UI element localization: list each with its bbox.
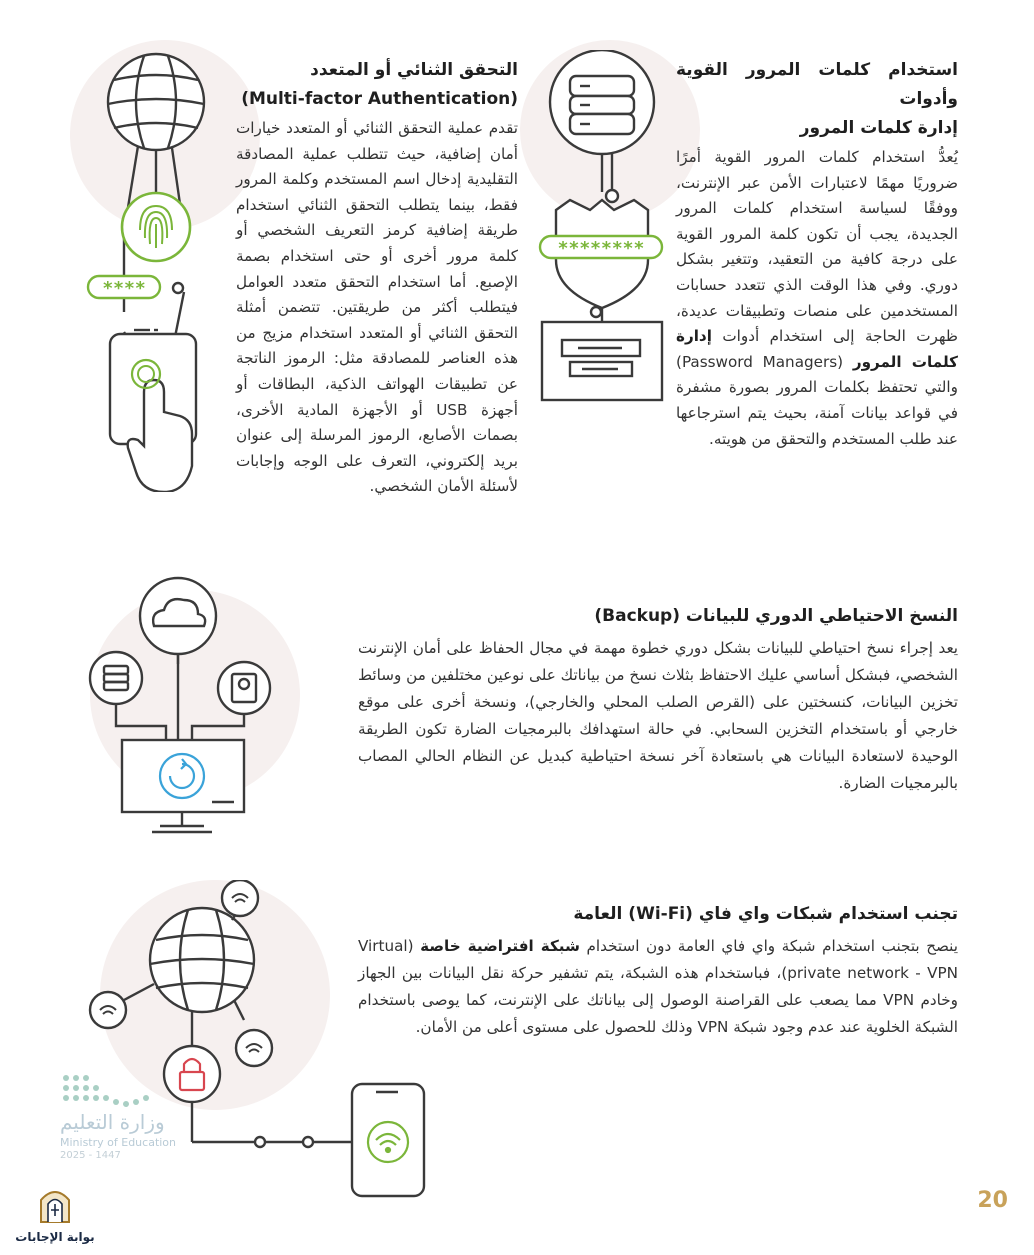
backup-section — [358, 602, 958, 797]
password-manager-illustration — [530, 50, 670, 410]
backup-illustration — [86, 576, 286, 836]
password-mask-text: ******** — [557, 238, 645, 259]
page-number: 20 — [977, 1188, 1008, 1213]
section-title: النسخ الاحتياطي الدوري للبيانات (Backup) — [594, 606, 958, 626]
ministry-dots-icon — [60, 1072, 170, 1112]
mfa-section — [236, 56, 518, 500]
portal-gate-icon — [35, 1184, 75, 1224]
strong-password-section — [676, 56, 958, 452]
ministry-year: 2025 - 1447 — [60, 1150, 121, 1161]
pin-mask-text: **** — [102, 278, 146, 299]
section-body: تقدم عملية التحقق الثنائي أو المتعدد خيارات أمان إضافية، حيث تتطلب عملية المصادقة التقليدية إدخال اسم المستخدم وكلمة المرور فقط، بينما يتطلب التحقق الثنائي استخدام طريقة إضافية كرمز التعريف الشخصي أو كلمة مرور أخرى أو حتى استخدام بصمة الإصبع. أما استخدام التحقق متعدد العوامل فيتطلب أكثر من طريقتين. تتضمن أمثلة التحقق الثنائي أو المتعدد استخدام مزيج من هذه العناصر للمصادقة مثل: الرموز الناتجة عن تطبيقات الهواتف الذكية، البطاقات أو أجهزة USB أو الأجهزة المادية الأخرى، بصمات الأصابع، الرموز المرسلة إلى عنوان بريد إلكتروني، التعرف على الوجه وإجابات لأسئلة الأمان الشخصي. — [236, 119, 518, 496]
ministry-name-arabic: وزارة التعليم — [60, 1110, 165, 1134]
mfa-illustration — [84, 52, 224, 492]
section-body: يُعدُّ استخدام كلمات المرور القوية أمرًا ضروريًا مهمًا لاعتبارات الأمن عبر الإنترنت، ووفقًا لسياسة استخدام كلمات المرور الجديدة، يجب أن تكون كلمة المرور القوية على درجة كافية من التعقيد، وتتغير بشكل دوري. وفي هذا الوقت الذي تتعدد حسابات المستخدمين على منصات وتطبيقات عديدة، ظهرت الحاجة إلى استخدام أدوات إدارة كلمات المرور (Password Managers) والتي تحتفظ بكلمات المرور بصورة مشفرة في قواعد بيانات آمنة، بحيث يتم استرجاعها عند طلب المستخدم والتحقق من هويته. — [676, 148, 958, 448]
bold-term: شبكة افتراضية خاصة — [420, 937, 580, 955]
section-body: ينصح بتجنب استخدام شبكة واي فاي العامة دون استخدام شبكة افتراضية خاصة (Virtual private network - VPN)، فباستخدام هذه الشبكة، يتم تشفير حركة نقل البيانات بين الجهاز وخادم VPN مما يصعب على القراصنة الوصول إلى بياناتك على الإنترنت، كما يوصى باستخدام الشبكة الخلوية عند عدم وجود شبكة VPN وذلك للحصول على مستوى أعلى من الأمان. — [358, 937, 958, 1036]
section-title: استخدام كلمات المرور القوية وأدوات — [676, 60, 958, 109]
ministry-logo — [60, 1072, 210, 1161]
bold-term: إدارة كلمات المرور — [676, 327, 958, 371]
ministry-name-english: Ministry of Education — [60, 1136, 177, 1149]
section-body: يعد إجراء نسخ احتياطي للبيانات بشكل دوري خطوة مهمة في مجال الحفاظ على أمان الإنترنت الشخصي، فبشكل أساسي عليك الاحتفاظ بثلاث نسخ من بياناتك على نوعين مختلفين من وسائط تخزين البيانات، كنسختين على (القرص الصلب المحلي والخارجي)، ونسخة أخرى على موقع خارجي أو باستخدام التخزين السحابي. في حالة استهدافك بالبرمجيات الضارة تكون الطريقة الوحيدة لاستعادة البيانات هي باستعادة آخر نسخة احتياطية كبديل عن النظام الحالي المصاب بالبرمجيات الضارة. — [358, 639, 958, 792]
answers-portal-logo — [10, 1184, 100, 1244]
section-title-english: (Multi-factor Authentication) — [241, 89, 518, 109]
section-title: التحقق الثنائي أو المتعدد — [310, 60, 518, 80]
portal-name: بوابة الإجابات — [15, 1230, 95, 1244]
public-wifi-section — [358, 900, 958, 1041]
section-title-line2: إدارة كلمات المرور — [799, 118, 958, 138]
section-title: تجنب استخدام شبكات واي فاي (Wi-Fi) العامة — [573, 904, 958, 924]
